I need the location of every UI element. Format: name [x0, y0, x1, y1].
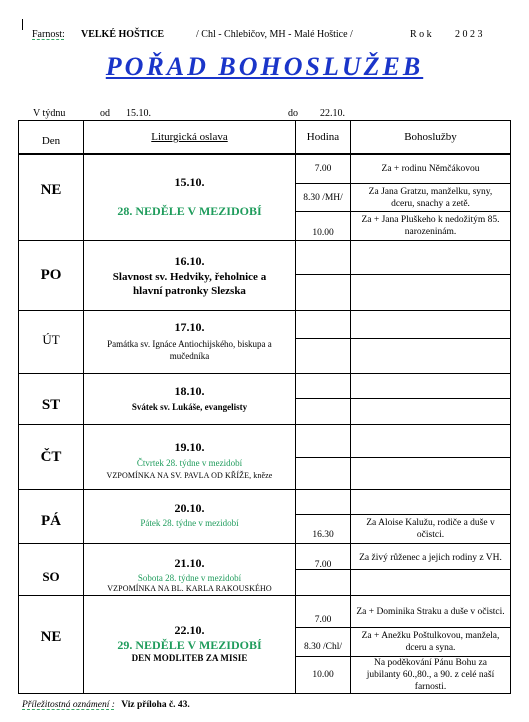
col-header-celebration: Liturgická oslava — [151, 131, 228, 143]
mass-hour: 8.30 /Chl/ — [303, 642, 342, 652]
day-name-thursday: ČT — [40, 448, 62, 465]
mass-hour: 10.00 — [312, 670, 334, 680]
day-date: 17.10. — [174, 319, 205, 334]
feast-name: Čtvrtek 28. týdne v mezidobí — [136, 458, 243, 468]
feast-name: Památka sv. Ignáce Antiochijského, biskupa a mučedníka — [107, 339, 272, 361]
day-date: 19.10. — [174, 439, 205, 454]
memorial-note: VZPOMÍNKA NA SV. PAVLA OD KŘÍŽE, kněze — [106, 470, 273, 480]
footer-note — [22, 700, 190, 710]
year-label: R o k — [410, 29, 432, 40]
mass-hour: 10.00 — [312, 228, 334, 238]
week-from-date: 15.10. — [126, 108, 151, 119]
day-name-tuesday: ÚT — [42, 332, 60, 347]
text-cursor — [22, 19, 23, 30]
col-header-day: Den — [41, 135, 61, 147]
mass-intention: Za živý růženec a jejich rodiny z VH. — [359, 552, 502, 563]
feast-name: 28. NEDĚLE V MEZIDOBÍ — [117, 204, 262, 218]
day-name-monday: PO — [40, 266, 62, 283]
col-header-hour: Hodina — [306, 131, 340, 143]
page-title: POŘAD BOHOSLUŽEB — [105, 52, 424, 81]
parish-name: VELKÉ HOŠTICE — [81, 29, 165, 40]
day-name-friday: PÁ — [41, 512, 61, 529]
parish-label: Farnost: — [32, 29, 65, 40]
mass-intention: Za Aloise Kalužu, rodiče a duše v očistci. — [366, 518, 495, 540]
day-date: 22.10. — [174, 622, 205, 637]
day-date: 21.10. — [174, 555, 205, 570]
mass-intention: Za + Anežku Poštulkovou, manžela, dceru a syna. — [361, 631, 500, 653]
day-date: 15.10. — [174, 174, 205, 189]
feast-name: Pátek 28. týdne v mezidobí — [140, 518, 239, 528]
mass-hour: 7.00 — [314, 614, 332, 625]
mass-intention: Na poděkování Pánu Bohu za jubilanty 60.,80., a 90. z celé naší farnosti. — [366, 658, 495, 692]
day-name-saturday: SO — [42, 569, 60, 584]
mass-intention: Za + rodinu Němčákovou — [381, 164, 480, 174]
day-name-sunday: NE — [40, 628, 62, 645]
mass-intention: Za + Dominika Straku a duše v očistci. — [356, 606, 505, 617]
mass-intention: Za Jana Gratzu, manželku, syny, dceru, snachy a zetě. — [368, 186, 493, 209]
day-name-sunday: NE — [40, 181, 62, 198]
footer-label: Příležitostná oznámení : — [22, 700, 115, 710]
memorial-note: DEN MODLITEB ZA MISIE — [131, 653, 248, 663]
week-to-date: 22.10. — [320, 108, 345, 119]
day-date: 18.10. — [174, 383, 205, 398]
footer-text: Viz příloha č. 43. — [121, 700, 190, 710]
week-from-prep: od — [100, 108, 110, 119]
feast-name: 29. NEDĚLE V MEZIDOBÍ — [117, 638, 262, 652]
feast-name: Svátek sv. Lukáše, evangelisty — [131, 402, 248, 412]
day-date: 16.10. — [174, 253, 205, 268]
col-header-services: Bohoslužby — [404, 131, 457, 143]
feast-name: Slavnost sv. Hedviky, řeholnice a hlavní patronky Slezska — [112, 271, 267, 297]
mass-hour: 8.30 /MH/ — [303, 192, 343, 203]
day-name-wednesday: ST — [41, 396, 61, 413]
memorial-note: VZPOMÍNKA NA BL. KARLA RAKOUSKÉHO — [107, 583, 272, 593]
feast-name: Sobota 28. týdne v mezidobí — [137, 572, 242, 583]
mass-hour: 7.00 — [314, 164, 332, 174]
mass-hour: 7.00 — [314, 559, 332, 570]
year-value: 2 0 2 3 — [455, 29, 483, 40]
parish-detail: / Chl - Chlebičov, MH - Malé Hoštice / — [196, 29, 353, 40]
mass-hour: 16.30 — [312, 529, 334, 540]
week-to-prep: do — [288, 108, 298, 119]
day-date: 20.10. — [174, 500, 205, 515]
mass-intention: Za + Jana Pluškeho k nedožitým 85. narozeninám. — [361, 215, 500, 237]
week-from-label: V týdnu — [33, 108, 66, 119]
